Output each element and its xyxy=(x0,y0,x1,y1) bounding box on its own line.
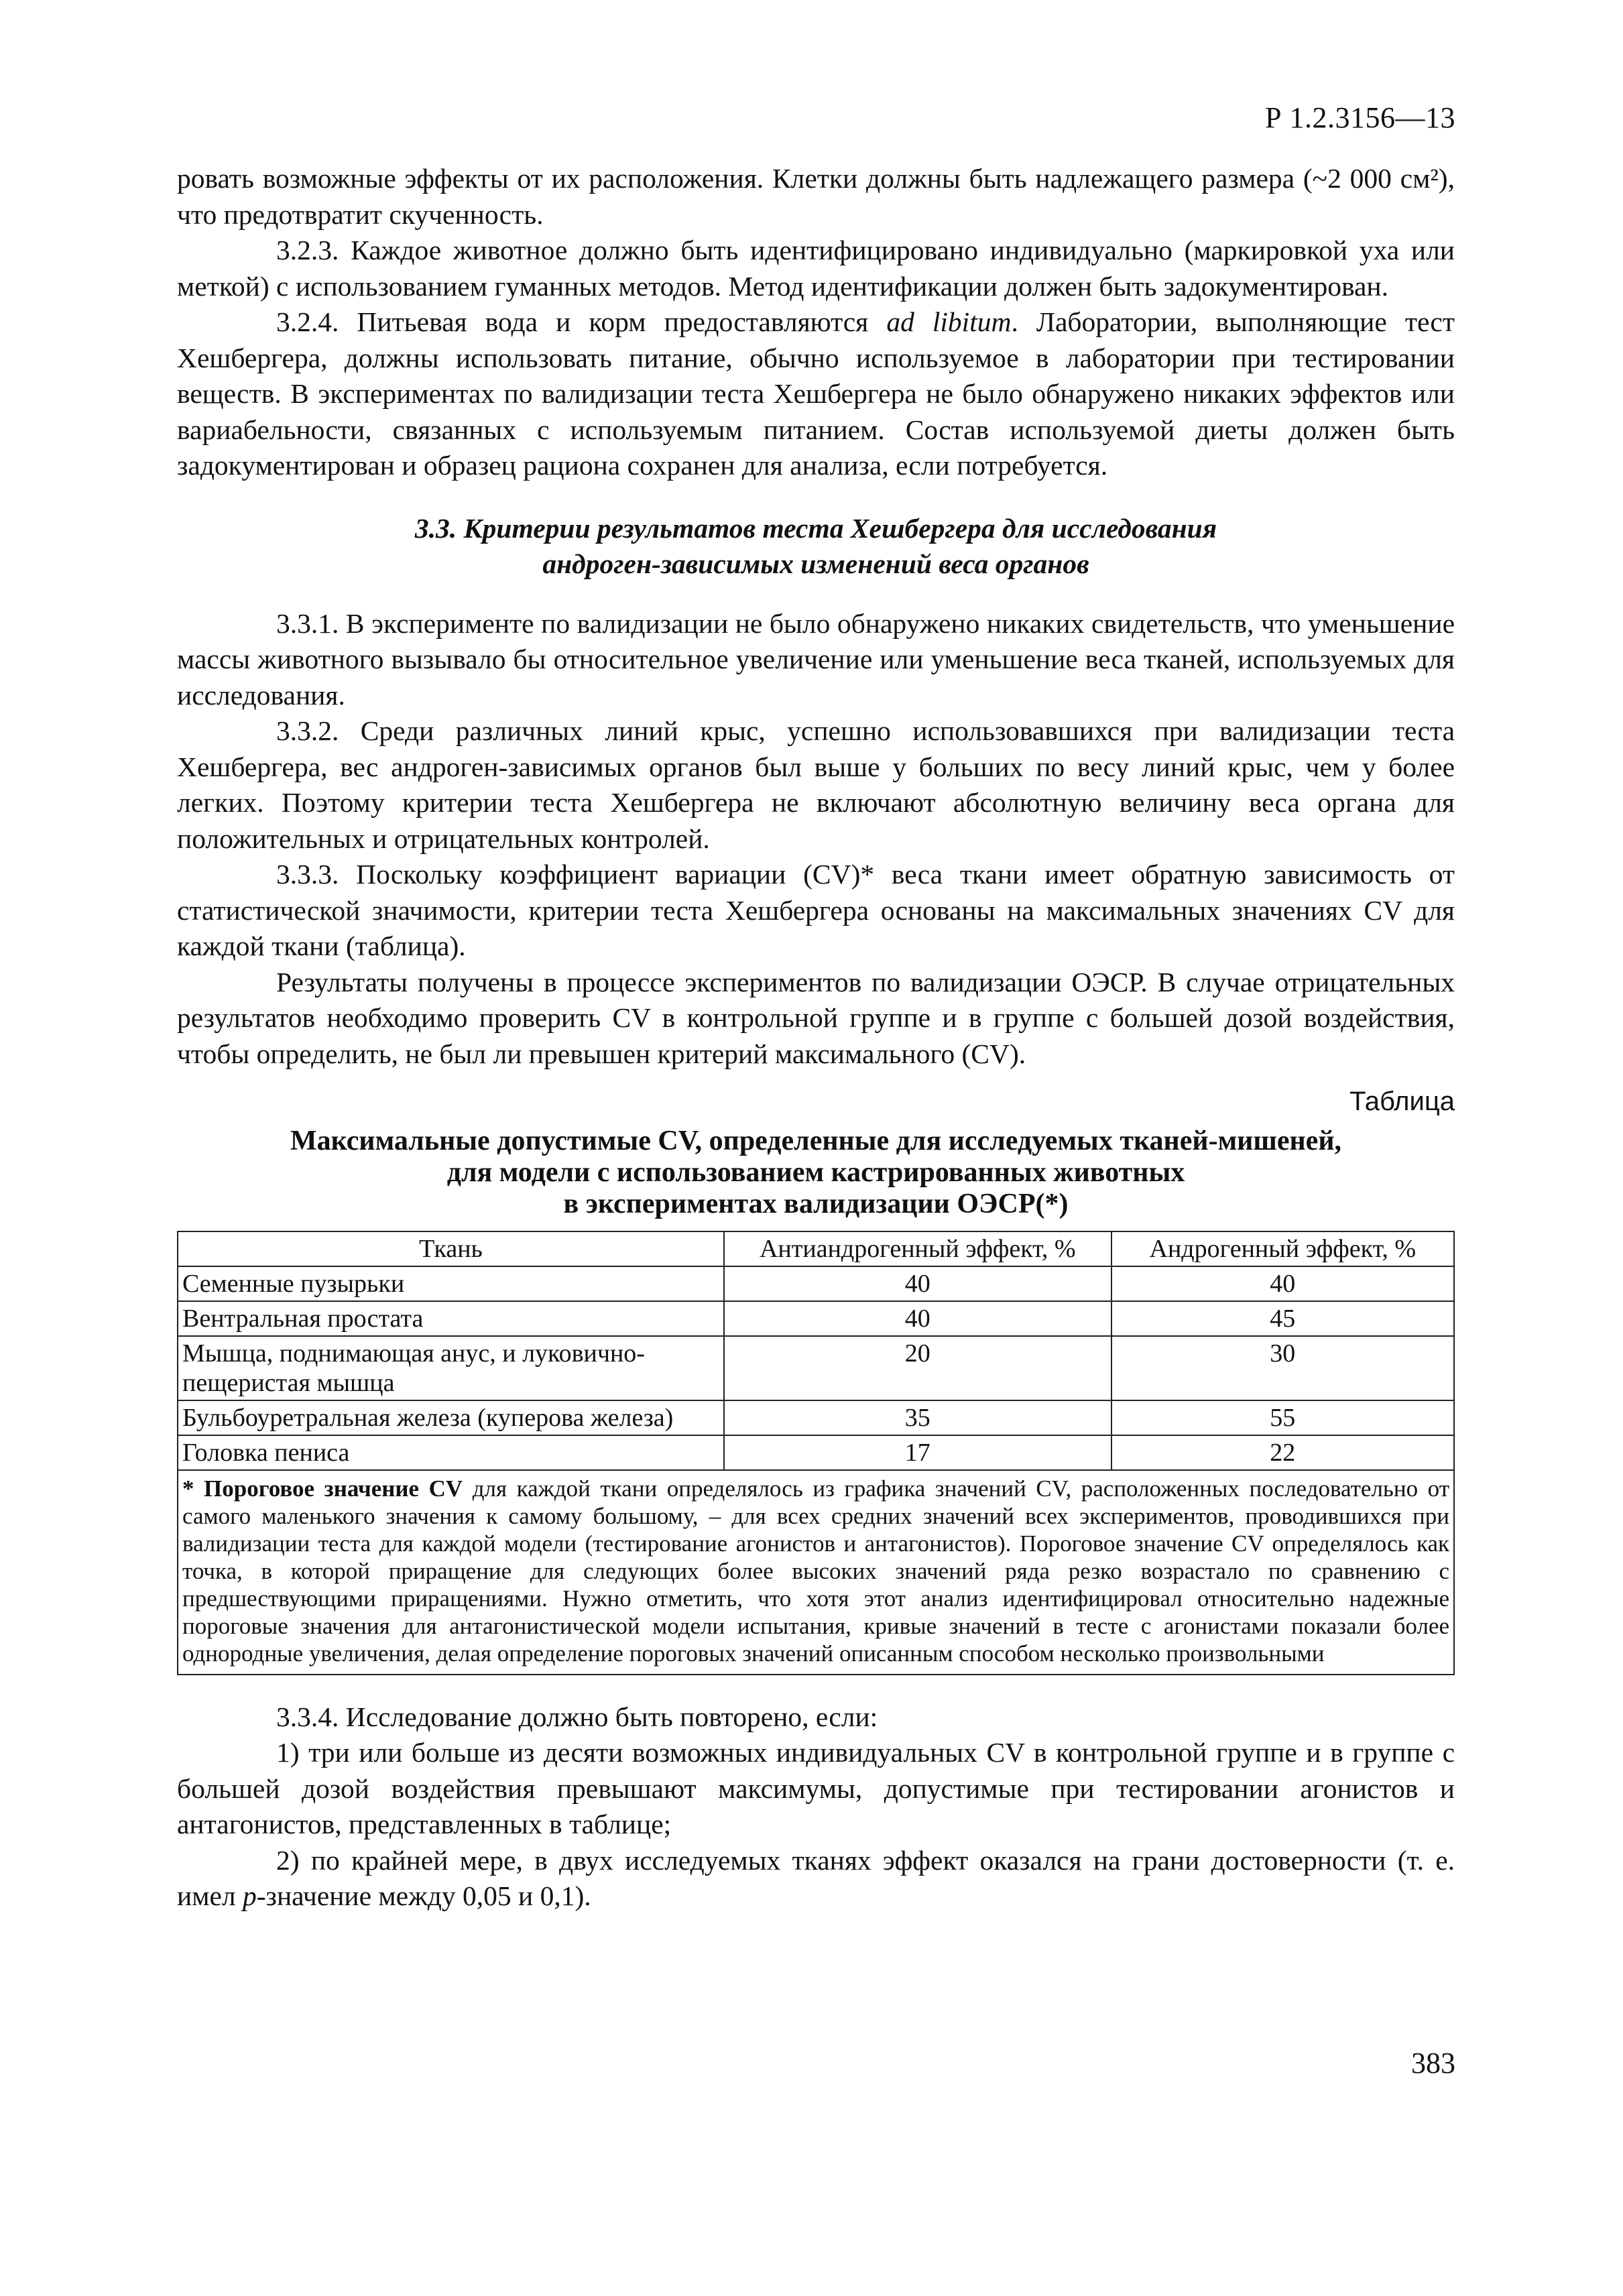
tissue-cell: Головка пениса xyxy=(178,1435,724,1470)
section-heading xyxy=(177,511,1455,582)
footnote-text: для каждой ткани определялось из графика значений CV, расположенных последовательно от самого маленького значения к самому большому, – для всех средних значений всех экспериментов, проводившихся при валидизации теста для каждой модели (тестирование агонистов и антагонистов). Пороговое значение CV определялось как точка, в которой приращение для следующих более высоких значений ряда резко возрастало по сравнению с предшествующими приращениями. Нужно отметить, что хотя этот анализ идентифицировал относительно надежные пороговые значения для антагонистической модели испытания, кривые значений в тесте с агонистами показали более однородные увеличения, делая определение пороговых значений описанным способом несколько произвольными xyxy=(182,1475,1449,1667)
footnote-bold-lead: * Пороговое значение CV xyxy=(182,1475,463,1502)
antiandrogenic-cell: 35 xyxy=(724,1400,1111,1435)
paragraph-text: . Лаборатории, выполняющие тест Хешбергера, должны использовать питание, обычно используемое в лаборатории при тестировании веществ. В экспериментах по валидизации теста Хешбергера не было обнаружено никаких эффектов или вариабельности, связанных с используемым питанием. Состав используемой диеты должен быть задокументирован и образец рациона сохранен для анализа, если потребуется. xyxy=(177,306,1455,481)
p-symbol: p xyxy=(242,1880,257,1911)
table-title-line: для модели с использованием кастрированных животных xyxy=(446,1156,1185,1188)
antiandrogenic-cell: 40 xyxy=(724,1266,1111,1301)
column-header-tissue: Ткань xyxy=(178,1231,724,1266)
androgenic-cell: 22 xyxy=(1111,1435,1454,1470)
list-item xyxy=(177,1843,1455,1915)
androgenic-cell: 45 xyxy=(1111,1301,1454,1336)
column-header-antiandrogenic: Антиандрогенный эффект, % xyxy=(724,1231,1111,1266)
main-text xyxy=(177,161,1455,1915)
table-title xyxy=(177,1126,1455,1220)
paragraph-3-3-3: 3.3.3. Поскольку коэффициент вариации (CV)* веса ткани имеет обратную зависимость от статистической значимости, критерии теста Хешбергера основаны на максимальных значениях CV для каждой ткани (таблица). xyxy=(177,859,1455,961)
cv-table xyxy=(177,1231,1455,1471)
page-number: 383 xyxy=(1411,2047,1455,2079)
antiandrogenic-cell: 40 xyxy=(724,1301,1111,1336)
tissue-cell: Вентральная простата xyxy=(178,1301,724,1336)
table-label: Таблица xyxy=(1349,1087,1455,1116)
tissue-cell: Семенные пузырьки xyxy=(178,1266,724,1301)
paragraph-3-3-4: 3.3.4. Исследование должно быть повторено, если: xyxy=(276,1701,878,1732)
paragraph: ровать возможные эффекты от их расположения. Клетки должны быть надлежащего размера (~2 000 см²), что предотвратит скученность. xyxy=(177,163,1455,230)
document-number: Р 1.2.3156—13 xyxy=(1265,101,1455,134)
androgenic-cell: 40 xyxy=(1111,1266,1454,1301)
androgenic-cell: 30 xyxy=(1111,1336,1454,1400)
column-header-androgenic: Андрогенный эффект, % xyxy=(1111,1231,1454,1266)
table-row xyxy=(178,1301,1454,1336)
paragraph-3-2-4 xyxy=(177,304,1455,484)
antiandrogenic-cell: 17 xyxy=(724,1435,1111,1470)
tissue-cell: Мышца, поднимающая анус, и луковично-пещеристая мышца xyxy=(178,1336,724,1400)
paragraph-text: 2) по крайней мере, в двух исследуемых тканях эффект оказался на грани достоверности (т. е. имел xyxy=(177,1844,1455,1911)
table-row xyxy=(178,1400,1454,1435)
list-item: 1) три или больше из десяти возможных индивидуальных CV в контрольной группе и в группе с большей дозой воздействия превышают максимумы, допустимые при тестировании агонистов и антагонистов, представленных в таблице; xyxy=(177,1737,1455,1839)
table-row xyxy=(178,1435,1454,1470)
tissue-cell: Бульбоуретральная железа (куперова железа) xyxy=(178,1400,724,1435)
latin-term: ad libitum xyxy=(886,306,1012,337)
paragraph-text: -значение между 0,05 и 0,1). xyxy=(256,1880,591,1911)
table-footnote xyxy=(177,1471,1455,1675)
table-title-line: Максимальные допустимые CV, определенные для исследуемых тканей-мишеней, xyxy=(290,1125,1342,1156)
paragraph-3-2-3: 3.2.3. Каждое животное должно быть идентифицировано индивидуально (маркировкой уха или меткой) с использованием гуманных методов. Метод идентификации должен быть задокументирован. xyxy=(177,235,1455,302)
paragraph-3-3-2: 3.3.2. Среди различных линий крыс, успешно использовавшихся при валидизации теста Хешбергера, вес андроген-зависимых органов был выше у больших по весу линий крыс, чем у более легких. Поэтому критерии теста Хешбергера не включают абсолютную величину веса органа для положительных и отрицательных контролей. xyxy=(177,715,1455,854)
section-heading-line: 3.3. Критерии результатов теста Хешбергера для исследования xyxy=(414,512,1217,544)
antiandrogenic-cell: 20 xyxy=(724,1336,1111,1400)
paragraph-text: 3.2.4. Питьевая вода и корм предоставляются xyxy=(276,306,887,337)
table-title-line: в экспериментах валидизации ОЭСР(*) xyxy=(563,1188,1069,1219)
table-header-row xyxy=(178,1231,1454,1266)
table-row xyxy=(178,1336,1454,1400)
table-row xyxy=(178,1266,1454,1301)
paragraph-3-3-1: 3.3.1. В эксперименте по валидизации не было обнаружено никаких свидетельств, что уменьшение массы животного вызывало бы относительное увеличение или уменьшение веса тканей, используемых для исследования. xyxy=(177,607,1455,711)
section-heading-line: андроген-зависимых изменений веса органов xyxy=(542,548,1089,579)
paragraph-results: Результаты получены в процессе экспериментов по валидизации ОЭСР. В случае отрицательных результатов необходимо проверить CV в контрольной группе и в группе с большей дозой воздействия, чтобы определить, не был ли превышен критерий максимального (CV). xyxy=(177,966,1455,1069)
androgenic-cell: 55 xyxy=(1111,1400,1454,1435)
